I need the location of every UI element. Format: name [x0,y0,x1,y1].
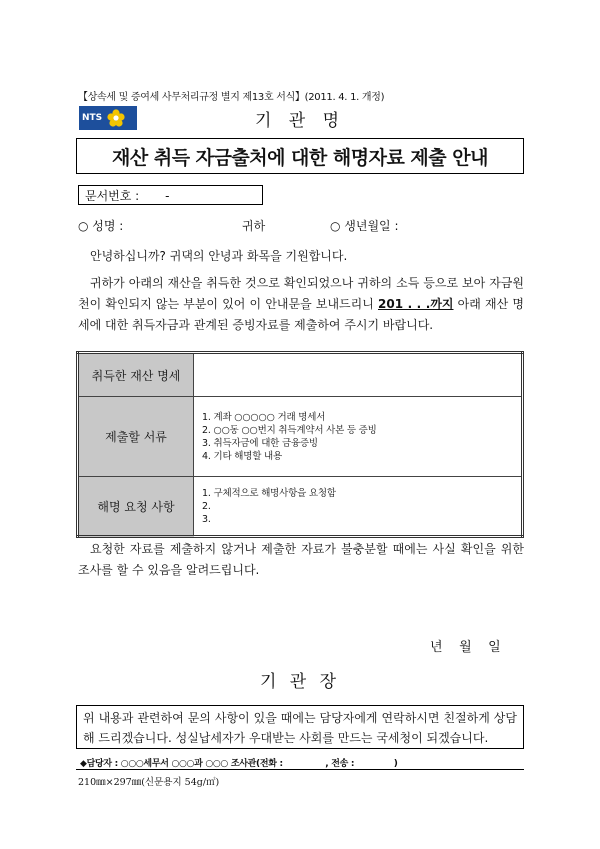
honorific: 귀하 [242,219,266,233]
greeting: 안녕하십니까? 귀댁의 안녕과 화목을 기원합니다. [90,249,348,263]
doc-number-label: 문서번호 : [85,189,140,203]
doc-number-box [78,185,263,205]
document-title: 재산 취득 자금출처에 대한 해명자료 제출 안내 [76,138,524,174]
list-item: 1. 구체적으로 해명사항을 요청함 [202,487,336,499]
request-list [194,477,523,537]
notice-box: 위 내용과 관련하여 문의 사항이 있을 때에는 담당자에게 연락하시면 친절하게 상담해 드리겠습니다. 성실납세자가 우대받는 사회를 만드는 국세청이 되겠습니다. [76,705,524,749]
form-reference: 【상속세 및 증여세 사무처리규정 별지 제13호 서식】(2011. 4. 1. 개정) [78,92,385,103]
docs-list [194,397,523,477]
issuer: 기 관 장 [259,672,341,692]
detail-table [76,351,524,538]
date-line: 년 월 일 [430,640,501,655]
name-label: ○ 성명 : [78,219,124,233]
body-paragraph [78,273,524,336]
paper-spec: 210㎜×297㎜(신문용지 54g/㎡) [78,777,220,788]
contact-info: ◆담당자 : ○○○세무서 ○○○과 ○○○ 조사관(전화 : , 전송 : ) [80,759,398,769]
doc-number-value: - [165,189,170,203]
logo-text: NTS [82,113,103,123]
warning-paragraph: 요청한 자료를 제출하지 않거나 제출한 자료가 불충분할 때에는 사실 확인을 위한 조사를 할 수 있음을 알려드립니다. [78,542,524,577]
list-item: 2. ○○동 ○○번지 취득계약서 사본 등 증빙 [202,424,377,436]
body-text-2: 아래 재산 명세에 대한 취득자금과 관계된 증빙자료를 제출하여 주시기 바랍니다. [78,297,524,332]
deadline: 201 . . .까지 [378,297,454,311]
list-item: 3. [202,513,211,525]
list-item: 2. [202,500,211,512]
list-item: 4. 기타 해명할 내용 [202,450,282,462]
asset-label: 취득한 재산 명세 [78,353,194,397]
docs-label: 제출할 서류 [78,397,194,477]
birth-label: ○ 생년월일 : [330,219,399,233]
list-item: 1. 계좌 ○○○○○ 거래 명세서 [202,411,326,423]
list-item: 3. 취득자금에 대한 금융증빙 [202,437,318,449]
request-label: 해명 요청 사항 [78,477,194,537]
body-text-1: 귀하가 아래의 재산을 취득한 것으로 확인되었으나 귀하의 소득 등으로 보아 자금원천이 확인되지 않는 부분이 있어 이 안내문을 보내드리니 [78,276,524,311]
org-name: 기 관 명 [254,111,346,131]
asset-value [194,353,523,397]
divider [76,769,524,770]
